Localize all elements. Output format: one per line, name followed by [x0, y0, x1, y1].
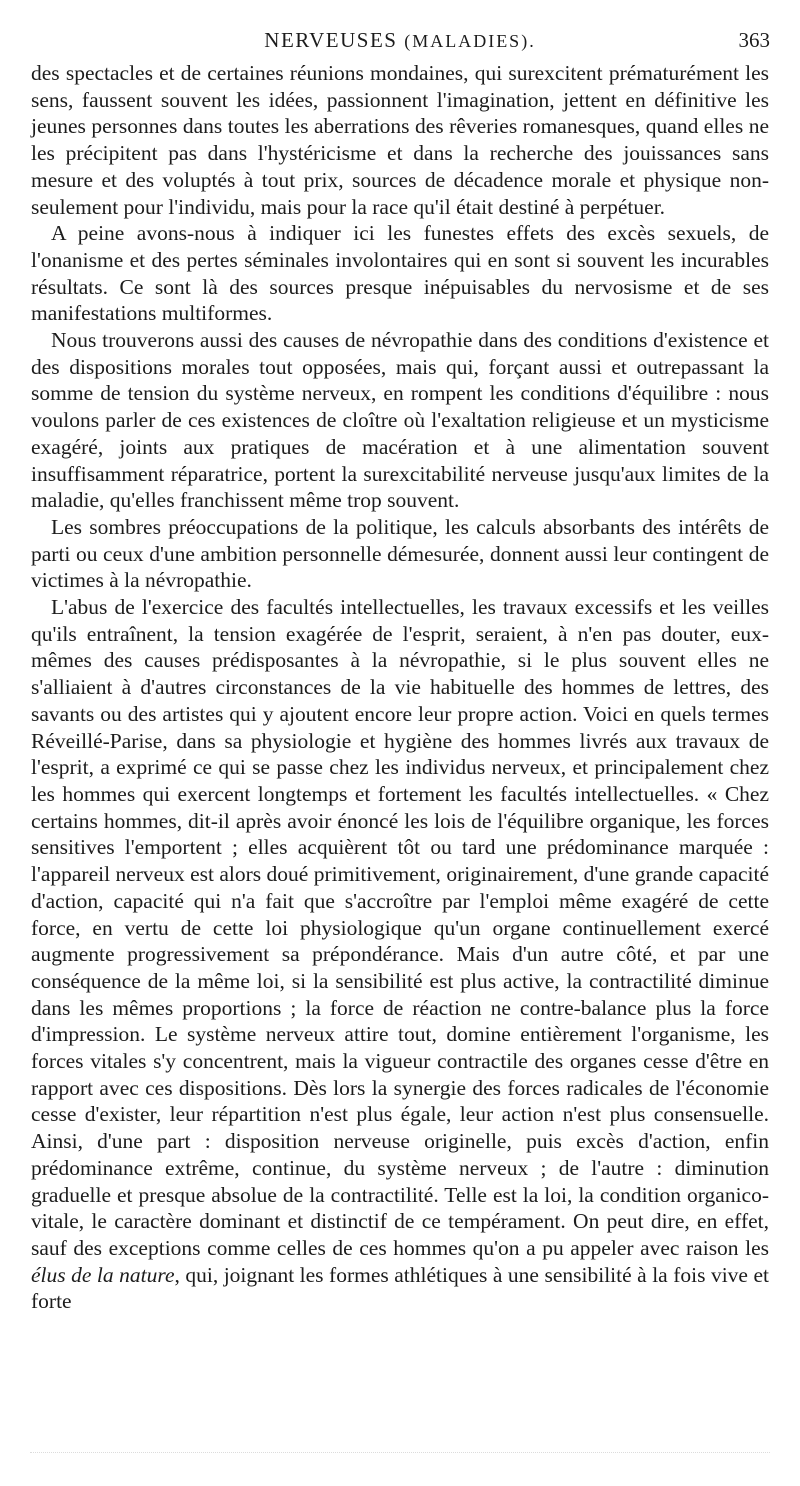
paragraph: Nous trouverons aussi des causes de névropathie dans des conditions d'existence et des dispositions morales tout opposées, mais qui, forçant aussi et outrepassant la somme de tension du système nerveux, en rompent les conditions d'équilibre : nous voulons parler de ces existences de cloître où l'exaltation religieuse et un mysticisme exagéré, joints aux pratiques de macération et à une alimentation souvent insuffisamment réparatrice, portent la surexcitabilité nerveuse jusqu'aux limites de la maladie, qu'elles franchissent même trop souvent.	[31, 328, 769, 513]
italic-phrase: élus de la nature	[31, 1262, 175, 1287]
body-text	[31, 60, 769, 1315]
paragraph: A peine avons-nous à indiquer ici les funestes effets des excès sexuels, de l'onanisme et des pertes séminales involontaires qui en sont si souvent les incurables résultats. Ce sont là des sources presque inépuisables du nervosisme et de ses manifestations multiformes.	[31, 221, 769, 326]
running-header	[30, 28, 770, 58]
running-title	[30, 28, 770, 53]
paragraph	[31, 594, 769, 1315]
running-title-subtitle: (MALADIES).	[404, 31, 536, 51]
paragraph: Les sombres préoccupations de la politique, les calculs absorbants des intérêts de parti ou ceux d'une ambition personnelle démesurée, donnent aussi leur contingent de victimes à la névropathie.	[31, 514, 769, 593]
paragraph-text: , qui, joignant les formes athlétiques à une sensibilité à la fois vive et forte	[31, 1262, 769, 1314]
paragraph-text: L'abus de l'exercice des facultés intellectuelles, les travaux excessifs et les veilles qu'ils entraînent, la tension exagérée de l'esprit, seraient, à n'en pas douter, eux-mêmes des causes prédisposantes à la névropathie, si le plus souvent elles ne s'alliaient à d'autres circonstances de la vie habituelle des hommes de lettres, des savants ou des artistes qui y ajoutent encore leur propre action. Voici en quels termes Réveillé-Parise, dans sa physiologie et hygiène des hommes livrés aux travaux de l'esprit, a exprimé ce qui se passe chez les individus nerveux, et principalement chez les hommes qui exercent longtemps et fortement les facultés intellectuelles. « Chez certains hommes, dit-il après avoir énoncé les lois de l'équilibre organique, les forces sensitives l'emportent ; elles acquièrent tôt ou tard une prédominance marquée : l'appareil nerveux est alors doué primitivement, originairement, d'une grande capacité d'action, capacité qui n'a fait que s'accroître par l'emploi même exagéré de cette force, en vertu de cette loi physiologique qu'un organe continuellement exercé augmente progressivement sa prépondérance. Mais d'un autre côté, et par une conséquence de la même loi, si la sensibilité est plus active, la contractilité diminue dans les mêmes proportions ; la force de réaction ne contre-balance plus la force d'impression. Le système nerveux attire tout, domine entièrement l'organisme, les forces vitales s'y concentrent, mais la vigueur contractile des organes cesse d'être en rapport avec ces dispositions. Dès lors la synergie des forces radicales de l'économie cesse d'exister, leur répartition n'est plus égale, leur action n'est plus consensuelle. Ainsi, d'une part : disposition nerveuse originelle, puis excès d'action, enfin prédominance extrême, continue, du système nerveux ; de l'autre : diminution graduelle et presque absolue de la contractilité. Telle est la loi, la condition organico-vitale, le caractère dominant et distinctif de ce tempérament. On peut dire, en effet, sauf des exceptions comme celles de ces hommes qu'on a pu appeler avec raison les	[31, 595, 769, 1260]
page-number: 363	[738, 28, 770, 52]
paragraph: des spectacles et de certaines réunions mondaines, qui surexcitent prématurément les sens, faussent souvent les idées, passionnent l'imagination, jettent en définitive les jeunes personnes dans toutes les aberrations des rêveries romanesques, quand elles ne les précipitent pas dans l'hystéricisme et dans la recherche des jouissances sans mesure et des voluptés à tout prix, sources de décadence morale et physique non-seulement pour l'individu, mais pour la race qu'il était destiné à perpétuer.	[31, 61, 769, 219]
running-title-main: NERVEUSES	[264, 28, 398, 52]
page-bottom-divider	[30, 1446, 770, 1453]
